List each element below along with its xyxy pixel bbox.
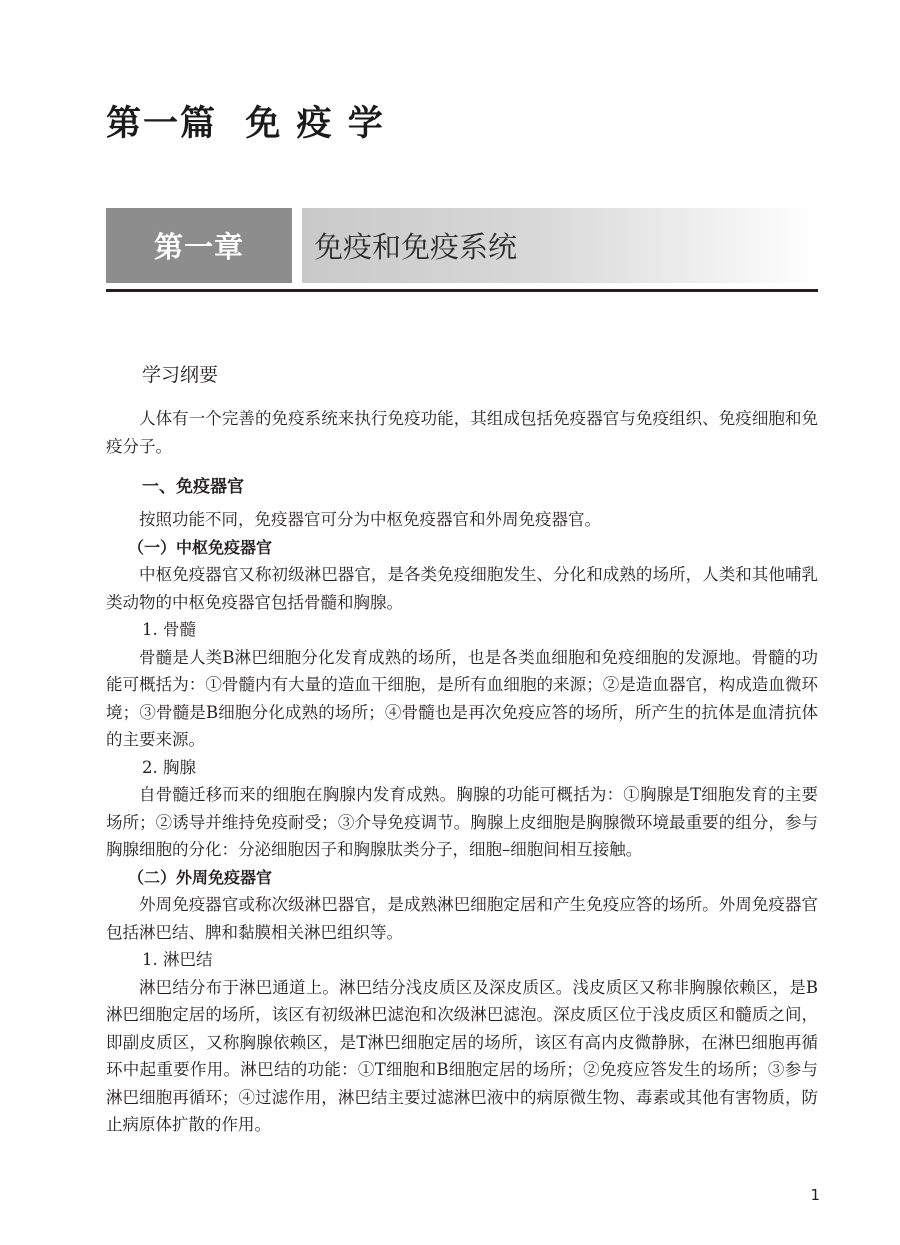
heading-thymus: 2. 胸腺 (142, 757, 196, 777)
part-title: 第一篇 免 疫 学 (106, 104, 385, 144)
heading-central-organs: （一）中枢免疫器官 (128, 537, 273, 557)
chapter-name: 免疫和免疫系统 (314, 230, 518, 264)
paragraph-peripheral-organs: 外周免疫器官或称次级淋巴器官，是成熟淋巴细胞定居和产生免疫应答的场所。外周免疫器官包括淋巴结、脾和黏膜相关淋巴组织等。 (106, 895, 818, 942)
chapter-name-box (302, 208, 818, 283)
paragraph-intro: 人体有一个完善的免疫系统来执行免疫功能，其组成包括免疫器官与免疫组织、免疫细胞和免疫分子。 (106, 409, 818, 456)
heading-bone-marrow: 1. 骨髓 (142, 620, 196, 639)
paragraph-central-organs: 中枢免疫器官又称初级淋巴器官，是各类免疫细胞发生、分化和成熟的场所，人类和其他哺乳类动物的中枢免疫器官包括骨髓和胸腺。 (106, 565, 818, 612)
heading-immune-organs: 一、免疫器官 (142, 477, 244, 497)
heading-lymph-node: 1. 淋巴结 (142, 950, 213, 969)
page-number: 1 (810, 1186, 820, 1204)
paragraph-bone-marrow: 骨髓是人类B淋巴细胞分化发育成熟的场所，也是各类血细胞和免疫细胞的发源地。骨髓的功能可概括为：①骨髓内有大量的造血干细胞，是所有血细胞的来源；②是造血器官，构成造血微环境；③骨髓是B细胞分化成熟的场所；④骨髓也是再次免疫应答的场所，所产生的抗体是血清抗体的主要来源。 (106, 647, 818, 749)
paragraph-organ-types: 按照功能不同，免疫器官可分为中枢免疫器官和外周免疫器官。 (139, 510, 601, 529)
paragraph-thymus: 自骨髓迁移而来的细胞在胸腺内发育成熟。胸腺的功能可概括为：①胸腺是T细胞发育的主要场所；②诱导并维持免疫耐受；③介导免疫调节。胸腺上皮细胞是胸腺微环境最重要的组分，参与胸腺细胞的分化：分泌细胞因子和胸腺肽类分子，细胞–细胞间相互接触。 (106, 785, 818, 859)
chapter-label-box (106, 208, 292, 283)
section-heading: 学习纲要 (142, 364, 219, 386)
heading-peripheral-organs: （二）外周免疫器官 (128, 867, 273, 887)
paragraph-lymph-node: 淋巴结分布于淋巴通道上。淋巴结分浅皮质区及深皮质区。浅皮质区又称非胸腺依赖区，是B淋巴细胞定居的场所，该区有初级淋巴滤泡和次级淋巴滤泡。深皮质区位于浅皮质区和髓质之间，即副皮质区，又称胸腺依赖区，是T淋巴细胞定居的场所，该区有高内皮微静脉，在淋巴细胞再循环中起重要作用。淋巴结的功能：①T细胞和B细胞定居的场所；②免疫应答发生的场所；③参与淋巴细胞再循环；④过滤作用，淋巴结主要过滤淋巴液中的病原微生物、毒素或其他有害物质，防止病原体扩散的作用。 (106, 977, 818, 1134)
chapter-divider (106, 289, 818, 292)
chapter-label: 第一章 (153, 230, 244, 264)
body-content (106, 355, 818, 1139)
